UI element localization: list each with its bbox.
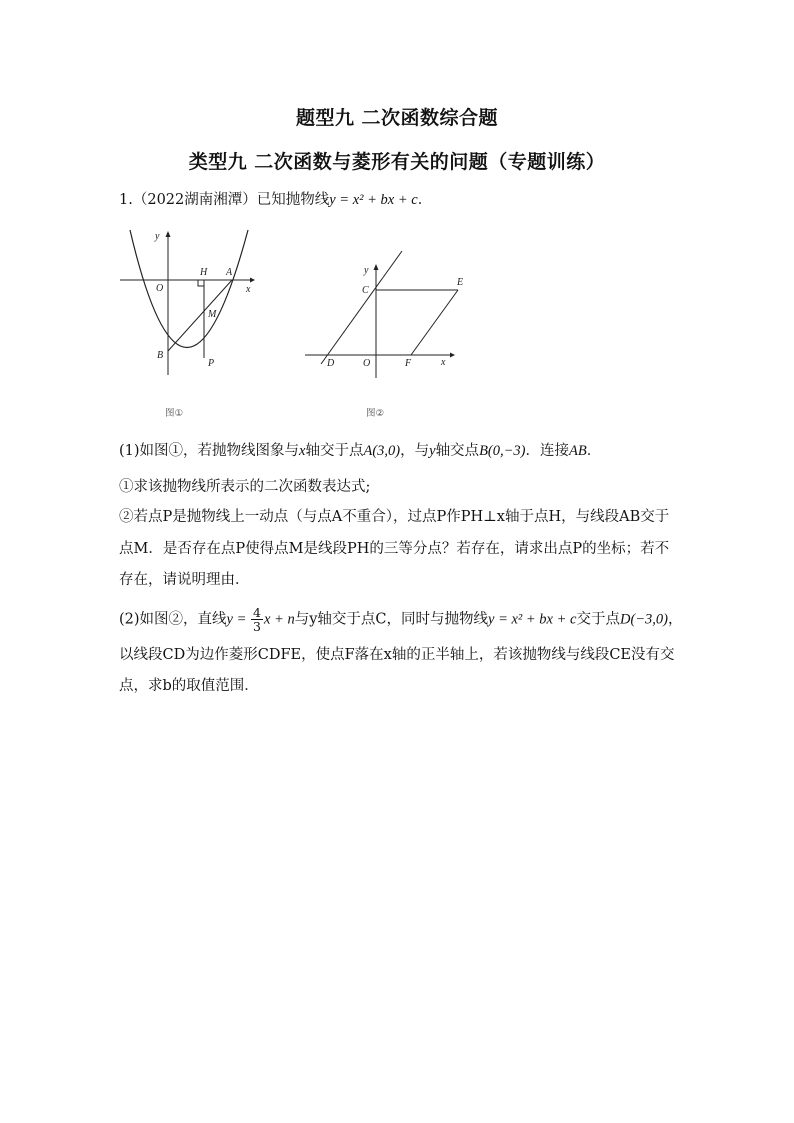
part2-text-a: (2)如图②，直线 — [119, 611, 227, 628]
part1-text-d: 轴交点 — [435, 443, 480, 459]
part2-fraction — [251, 606, 263, 633]
problem-number: 1. — [119, 192, 133, 208]
part2-line-2: 以线段CD为边作菱形CDFE，使点F落在x轴的正半轴上，若该抛物线与线段CE没有交 — [119, 647, 675, 663]
part1-text-e: ．连接 — [525, 443, 569, 459]
fig2-caption: 图② — [366, 408, 385, 419]
fig2-label-f: F — [405, 358, 412, 369]
part1-text-f: ． — [586, 443, 602, 459]
intro-suffix: ． — [417, 192, 433, 208]
fig1-label-h: H — [200, 267, 208, 278]
page-title: 题型九 二次函数综合题 — [295, 107, 499, 129]
page-subtitle: 类型九 二次函数与菱形有关的问题（专题训练） — [188, 151, 606, 173]
fraction-numerator: 4 — [253, 605, 261, 620]
fig2-segment-ef — [411, 290, 458, 355]
fig1-label-x: x — [246, 284, 251, 295]
part1-point-a: A(3,0) — [363, 443, 401, 459]
part2-text-d: 交于点 — [576, 611, 620, 628]
part2-line-1 — [119, 606, 683, 633]
part1-question-2-line-2: 点M．是否存在点P使得点M是线段PH的三等分点？若存在，请求出点P的坐标；若不 — [119, 541, 670, 557]
part1-y: y — [429, 443, 436, 459]
problem-intro — [119, 190, 432, 210]
fig1-right-angle — [198, 280, 204, 286]
figure-2 — [300, 225, 470, 420]
part1-statement — [119, 441, 601, 461]
fig2-label-d: D — [327, 358, 335, 369]
fig1-segment-ab — [168, 280, 232, 351]
part2-y-eq: y = — [226, 611, 251, 628]
fig2-label-y: y — [364, 265, 369, 276]
fig1-y-arrow — [166, 231, 171, 237]
fig2-line-dc — [321, 251, 402, 364]
intro-formula: y = x² + bx + c — [329, 192, 418, 208]
fig1-x-arrow — [250, 278, 255, 283]
part1-question-1: ①求该抛物线所表示的二次函数表达式; — [119, 479, 371, 495]
fig2-label-x: x — [441, 357, 446, 368]
part1-text-b: 轴交于点 — [305, 443, 364, 459]
part1-question-2-line-1: ②若点P是抛物线上一动点（与点A不重合），过点P作PH⊥x轴于点H，与线段AB交于 — [119, 509, 670, 525]
part2-text-c: 与y轴交于点C，同时与抛物线 — [294, 611, 489, 628]
fig1-label-y: y — [155, 231, 160, 242]
fig1-label-b: B — [157, 350, 164, 361]
intro-prefix: 已知抛物线 — [256, 192, 330, 208]
fig1-label-a: A — [226, 267, 233, 278]
fig1-parabola — [130, 230, 248, 348]
part2-formula: y = x² + bx + c — [488, 611, 577, 628]
fig1-label-p: P — [208, 358, 215, 369]
part2-point-d: D(−3,0) — [619, 611, 669, 628]
part1-ab: AB — [569, 443, 587, 459]
part1-question-2-line-3: 存在，请说明理由． — [119, 572, 250, 588]
figure-1 — [115, 225, 260, 420]
part1-point-b: B(0,−3) — [479, 443, 526, 459]
part1-text-a: (1)如图①，若抛物线图象与 — [119, 443, 300, 459]
fig2-y-arrow — [374, 264, 379, 270]
part2-text-e: ， — [668, 611, 683, 628]
part2-line-3: 点，求b的取值范围． — [119, 678, 259, 694]
part1-text-c: ，与 — [400, 443, 430, 459]
fig1-caption: 图① — [165, 408, 184, 419]
fig2-label-e: E — [457, 277, 464, 288]
problem-source: （2022湖南湘潭） — [132, 192, 257, 208]
part1-x: x — [299, 443, 306, 459]
fig1-label-o: O — [156, 283, 164, 294]
fig2-x-arrow — [450, 353, 455, 358]
fig1-label-m: M — [208, 309, 217, 320]
fig2-label-c: C — [362, 285, 369, 296]
fraction-denominator: 3 — [253, 619, 261, 634]
part2-x-plus-n: x + n — [263, 611, 295, 628]
fig2-label-o: O — [363, 358, 371, 369]
